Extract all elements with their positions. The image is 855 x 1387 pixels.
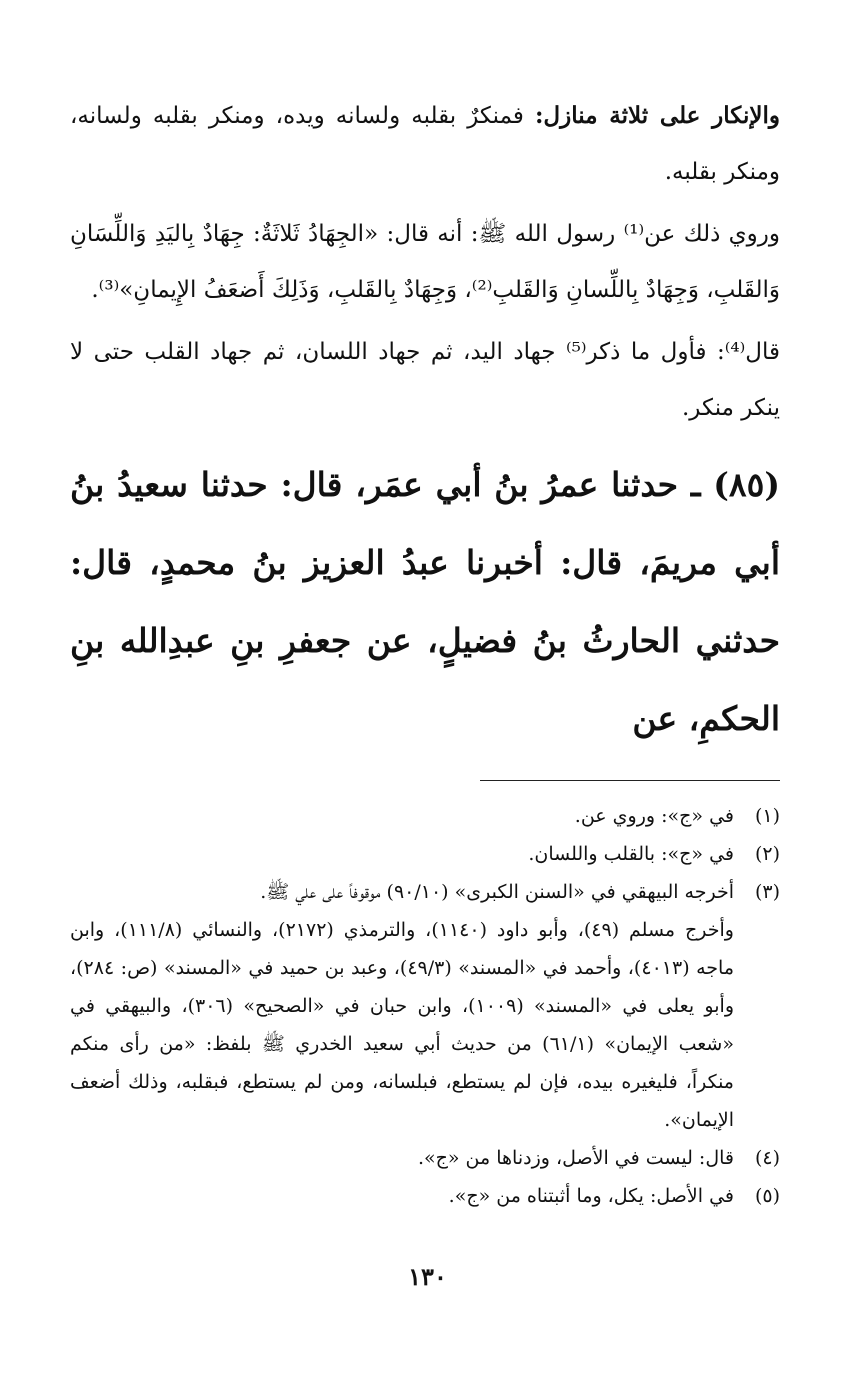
paragraph-1-lead: والإنكار على ثلاثة منازل: xyxy=(534,102,781,129)
footnote-3 xyxy=(70,873,780,1139)
footnote-3-first: أخرجه البيهقي في «السنن الكبرى» (٩٠/١٠) موقوفاً على علي ﷺ. xyxy=(260,881,734,903)
paragraph-3: قال⁽⁴⁾: فأول ما ذكر⁽⁵⁾ جهاد اليد، ثم جهاد اللسان، ثم جهاد القلب حتى لا ينكر منكر. xyxy=(70,339,780,421)
footnote-text: في الأصل: يكل، وما أثبتناه من «ج». xyxy=(448,1185,734,1207)
page-number: ١٣٠ xyxy=(408,1262,447,1291)
footnote-2 xyxy=(70,835,780,873)
footnote-number: (٢) xyxy=(754,843,780,865)
footnote-text xyxy=(70,873,734,1139)
footnote-1 xyxy=(70,797,780,835)
footnote-number: (٤) xyxy=(754,1147,780,1169)
footnote-3-continuation: وأخرج مسلم (٤٩)، وأبو داود (١١٤٠)، والترمذي (٢١٧٢)، والنسائي (١١١/٨)، وابن ماجه (٤٠١٣)، وأحمد في «المسند» (٤٩/٣)، وعبد بن حميد في «المسند» (ص: ٢٨٤)، وأبو يعلى في «المسند» (١٠٠٩)، وابن حبان في «الصحيح» (٣٠٦)، والبيهقي في «شعب الإيمان» (٦١/١) من حديث أبي سعيد الخدري ﷺ بلفظ: «من رأى منكم منكراً، فليغيره بيده، فإن لم يستطع، فبلسانه، ومن لم يستطع، فبقلبه، وذلك أضعف الإيمان». xyxy=(70,919,735,1131)
paragraph-1-text: فمنكرٌ بقلبه ولسانه ويده، ومنكر بقلبه ولسانه، ومنكر بقلبه. xyxy=(70,103,780,185)
page-body xyxy=(70,88,780,1215)
footnote-number: (٥) xyxy=(754,1185,780,1207)
footnote-text: قال: ليست في الأصل، وزدناها من «ج». xyxy=(417,1147,734,1169)
paragraph-1 xyxy=(70,88,780,200)
footnote-number: (٣) xyxy=(754,881,780,903)
footnote-text: في «ج»: وروي عن. xyxy=(574,805,734,827)
footnote-number: (١) xyxy=(754,805,780,827)
footnote-text: في «ج»: بالقلب واللسان. xyxy=(528,843,734,865)
paragraph-2: وروي ذلك عن⁽¹⁾ رسول الله ﷺ: أنه قال: «الجِهَادُ ثَلاثَةٌ: جِهَادٌ بِاليَدِ وَاللِّسَانِ وَالقَلبِ، وَجِهَادٌ بِاللِّسانِ وَالقَلبِ⁽²⁾، وَجِهَادٌ بِالقَلبِ، وَذَلِكَ أَضعَفُ الإِيمانِ»⁽³⁾. xyxy=(70,221,780,303)
hadith-85: (٨٥) ـ حدثنا عمرُ بنُ أبي عمَر، قال: حدثنا سعيدُ بنُ أبي مريمَ، قال: أخبرنا عبدُ العزيز بنُ محمدٍ، قال: حدثني الحارثُ بنُ فضيلٍ، عن جعفرِ بنِ عبدِالله بنِ الحكمِ، عن xyxy=(70,465,780,738)
footnotes xyxy=(70,797,780,1215)
footnote-4 xyxy=(70,1139,780,1177)
footnote-divider xyxy=(480,780,780,781)
footnote-5 xyxy=(70,1177,780,1215)
